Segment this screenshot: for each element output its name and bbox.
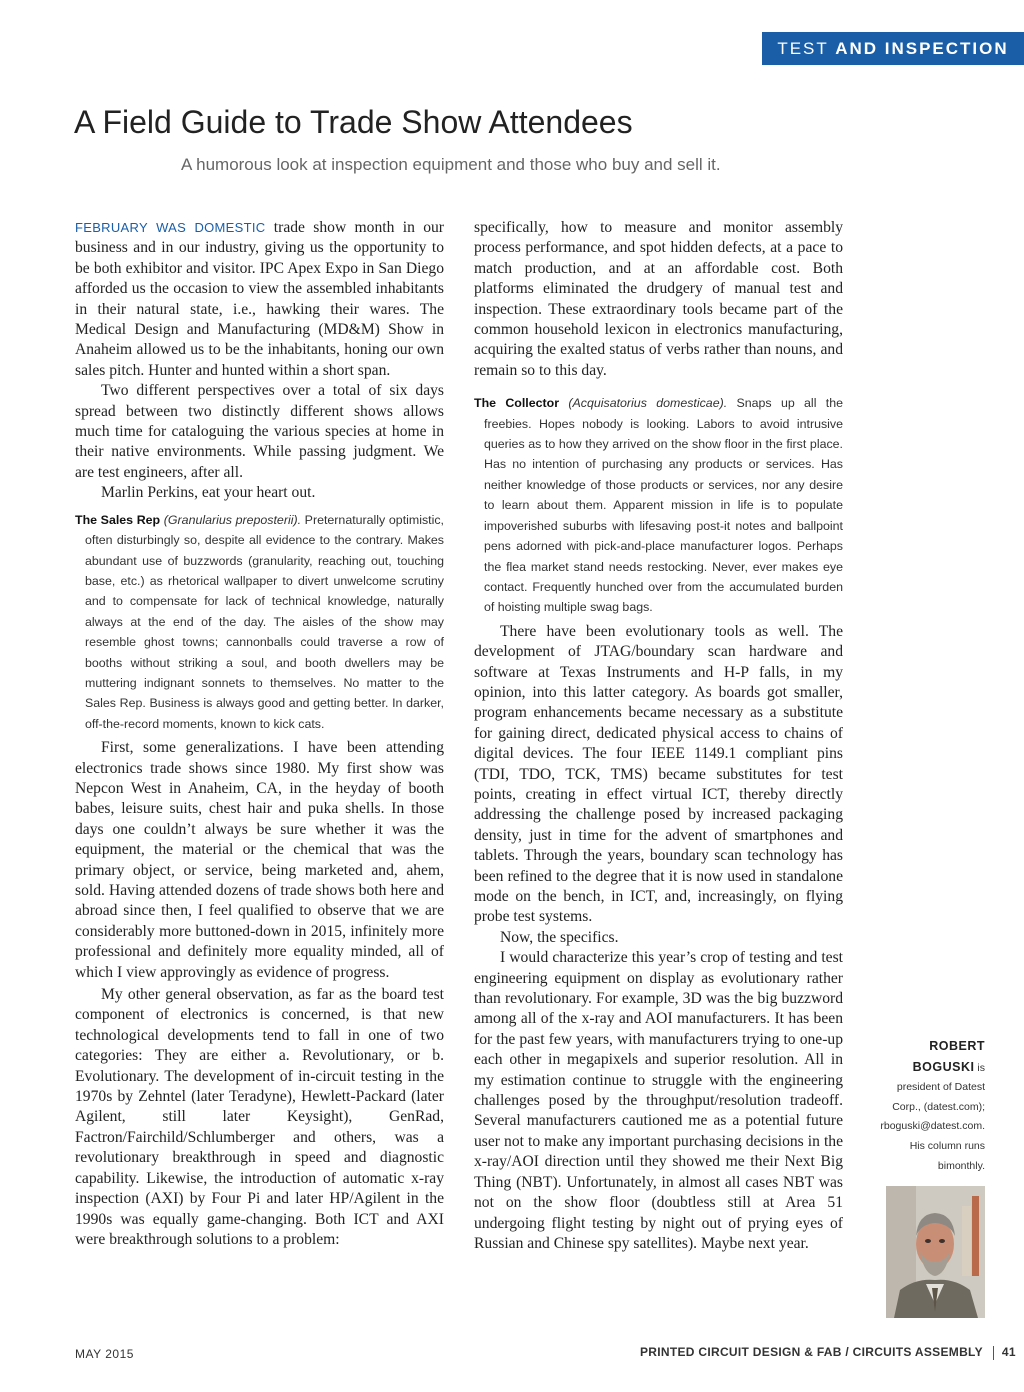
author-bio-text: is president of Datest Corp., (datest.com); rboguski@datest.com. His column runs bimonthly. [880, 1061, 985, 1172]
lead-in: FEBRUARY WAS DOMESTIC [75, 220, 266, 235]
paragraph-9: I would characterize this year’s crop of testing and test engineering equipment on display as evolutionary rather than revolutionary. For example, 3D was the big buzzword among all of the x-ray and AOI manufacturers. It has been for the past few years, with manufacturers trying to one-up each other in megapixels and superior resolution. All in my estimation continue to struggle with the engineering challenges posed by the throughput/resolution tradeoff. Several manufacturers cautioned me as a potential future user not to make any important purchasing decisions in the x-ray/AOI direction until they showed me their Next Big Thing (NBT). Unfortunately, in almost all cases NBT was not on the show floor (doubtless still at Area 51 undergoing flight testing by night out of prying eyes of Russian and Chinese spy satellites). Maybe next year. [474, 949, 843, 1252]
page-number: 41 [1001, 1345, 1016, 1359]
entry-collector [474, 393, 843, 617]
entry-collector-text: Snaps up all the freebies. Hopes nobody is looking. Labors to avoid intrusive queries as to how they arrived on the show floor in the first place. Has no intention of purchasing any products or services. Has neither knowledge of those products or services, nor any desire to learn about them. Apparent mission in life is to populate impoverished suburbs with lifesaving post-it notes and ballpoint pens adorned with pick-and-place manufacturer logos. Perhaps the flea market stand needs restocking. Never, ever makes eye contact. Frequently hunched over from the accumulated burden of hoisting multiple swag bags. [484, 396, 843, 615]
section-tag-light: TEST [777, 39, 829, 58]
column-right [474, 218, 843, 1254]
paragraph-1-text: trade show month in our business and in our industry, giving us the opportunity to be both exhibitor and visitor. IPC Apex Expo in San Diego afforded us the occasion to view the assembled inhabitants in their natural state, i.e., hawking their wares. The Medical Design and Manufacturing (MD&M) Show in Anaheim allowed us to be the inhabitants, honing our own sales pitch. Hunter and hunted within a short span. [75, 219, 444, 379]
author-name: ROBERT BOGUSKI [912, 1039, 985, 1074]
entry-sales-rep-term: The Sales Rep [75, 512, 161, 527]
section-tag [762, 32, 1024, 65]
entry-sales-rep-text: Preternaturally optimistic, often disturbingly so, despite all evidence to the contrary. Makes abundant use of buzzwords (granularity, reaching out, touching base, etc.) as rhetorical wallpaper to divert unwelcome scrutiny and to compensate for lack of technical knowledge, naturally always at the end of the day. The aisles of the show may resemble ghost towns; cannonballs could traverse a row of booths without striking a soul, and booth dwellers may be muttering indignant sonnets to themselves. No matter to the Sales Rep. Business is always good and getting better. In darker, off-the-record moments, known to kick cats. [85, 512, 444, 731]
footer-date: MAY 2015 [75, 1347, 134, 1361]
paragraph-3: Marlin Perkins, eat your heart out. [101, 484, 316, 502]
column-left [75, 218, 444, 1250]
entry-sales-rep-latin: (Granularius preposterii). [163, 512, 302, 527]
paragraph-2: Two different perspectives over a total of six days spread between two distinctly different shows allows much time for cataloguing the various species at home in their native environments. While passing judgment. We are test engineers, after all. [75, 382, 444, 481]
entry-sales-rep [75, 510, 444, 734]
article-title: A Field Guide to Trade Show Attendees [74, 104, 633, 140]
section-tag-bold: AND INSPECTION [835, 39, 1009, 58]
article-subtitle: A humorous look at inspection equipment and those who buy and sell it. [181, 155, 721, 174]
footer-divider [993, 1346, 994, 1360]
paragraph-6: specifically, how to measure and monitor assembly process performance, and spot hidden defects, at a pace to match production, and at an affordable cost. Both platforms eliminated the drudgery of manual test and inspection. These extraordinary tools became part of the common household lexicon in electronics manufacturing, acquiring the exalted status of verbs rather than nouns, and remain so to this day. [474, 219, 843, 379]
footer-publication [640, 1345, 1016, 1360]
paragraph-5: My other general observation, as far as the board test component of electronics is concerned, is that new technological developments tend to fall in one of two categories: They are either a. Revolutionary, or b. Evolutionary. The development of in-circuit testing in the 1970s by Zehntel (later Teradyne), Hewlett-Packard (later Agilent, still later Keysight), GenRad, Factron/Fairchild/Schlumberger and others, was a revolutionary breakthrough in speed and diagnostic capability. Likewise, the introduction of automatic x-ray inspection (AXI) by Four Pi and later HP/Agilent in the 1990s was equally game-changing. Both ICT and AXI were breakthrough solutions to a problem: [75, 986, 444, 1248]
paragraph-8: Now, the specifics. [500, 928, 619, 946]
paragraph-4: First, some generalizations. I have been attending electronics trade shows since 1980. My first show was Nepcon West in Anaheim, CA, in the heyday of booth babes, leisure suits, chest hair and puka shells. In those days one couldn’t always be sure whether it was the equipment, the material or the chemical that was the primary object, or service, being marketed and, ahem, sold. Having attended dozens of trade shows both here and abroad since then, I feel qualified to observe that we are considerably more buttoned-down in 2015, infinitely more professional and definitely more equality minded, all of which I view approvingly as evidence of progress. [75, 739, 444, 981]
entry-collector-latin: (Acquisatorius domesticae). [568, 396, 728, 411]
author-photo [886, 1186, 985, 1318]
paragraph-1 [75, 218, 444, 381]
publication-name: PRINTED CIRCUIT DESIGN & FAB / CIRCUITS ASSEMBLY [640, 1345, 983, 1359]
author-bio [870, 1037, 985, 1176]
paragraph-7: There have been evolutionary tools as well. The development of JTAG/boundary scan hardware and software at Texas Instruments and H-P falls, in my opinion, into this latter category. As boards got smaller, program enhancements became necessary as a substitute for gaining direct, dedicated physical access to chains of digital devices. The four IEEE 1149.1 compliant pins (TDI, TDO, TCK, TMS) became substitutes for test points, creating in effect virtual ICT, thereby directly addressing the challenge posed by increased packaging density, just in time for the advent of smartphones and tablets. Through the years, boundary scan technology has been refined to the degree that it is now used in standalone mode on the bench, in ICT, and, increasingly, on flying probe test systems. [474, 622, 843, 926]
entry-collector-term: The Collector [474, 396, 560, 411]
